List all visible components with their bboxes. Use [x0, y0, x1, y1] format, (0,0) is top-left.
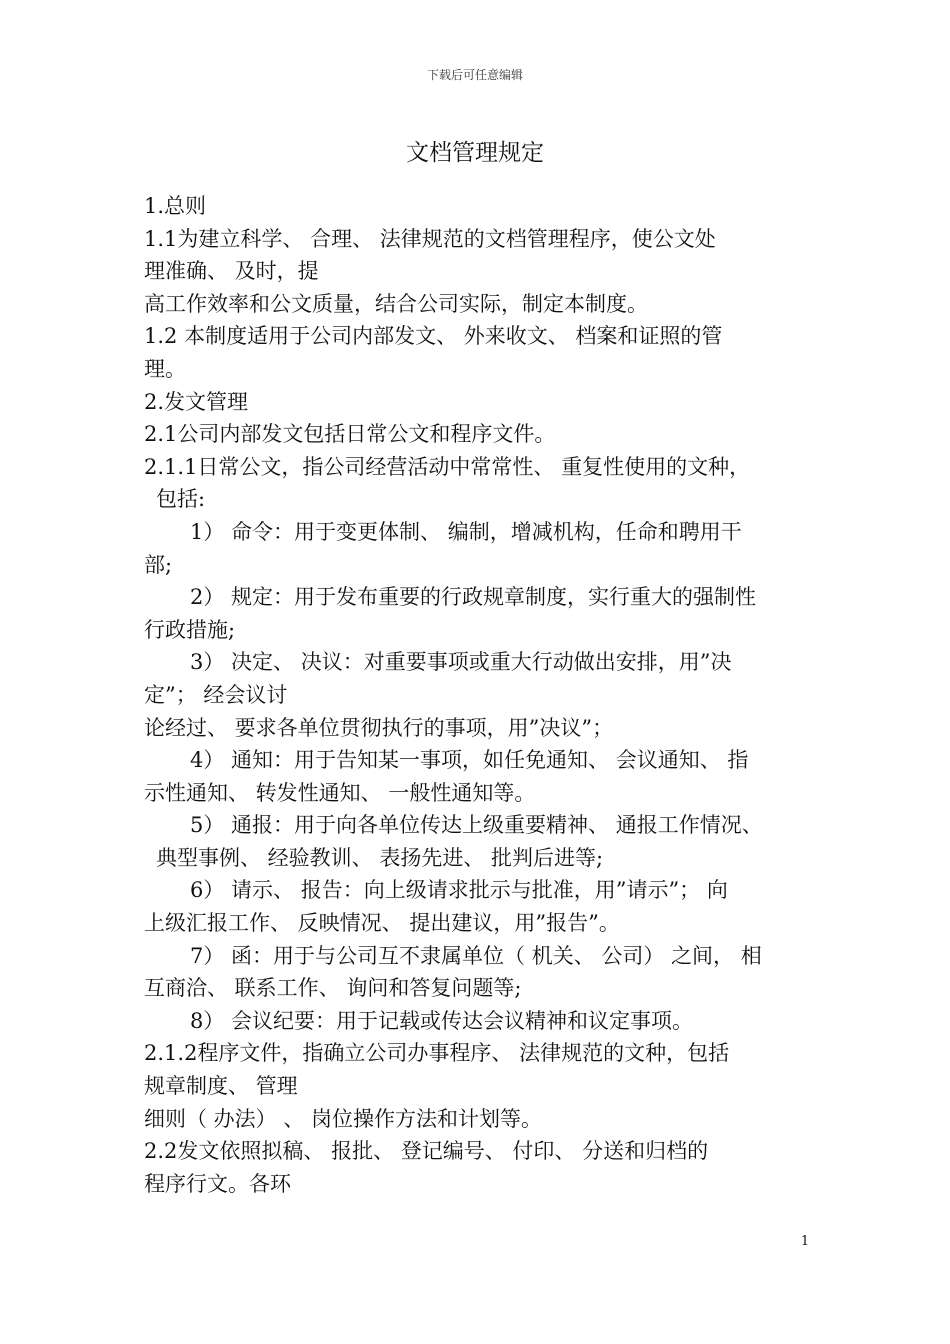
list-item-notice: 4） 通知：用于告知某一事项，如任免通知、 会议通知、 指	[190, 748, 749, 773]
paragraph-line: 2.2发文依照拟稿、 报批、 登记编号、 付印、 分送和归档的	[144, 1139, 709, 1164]
paragraph-line: 规章制度、 管理	[144, 1074, 298, 1099]
list-item-bulletin: 5） 通报：用于向各单位传达上级重要精神、 通报工作情况、	[190, 813, 763, 838]
paragraph-line: 2.1公司内部发文包括日常公文和程序文件。	[144, 422, 556, 447]
page-number: 1	[800, 1234, 810, 1249]
paragraph-line: 论经过、 要求各单位贯彻执行的事项，用”决议”；	[144, 715, 614, 740]
list-item-minutes: 8） 会议纪要：用于记载或传达会议精神和议定事项。	[190, 1008, 694, 1033]
document-body	[144, 190, 824, 1200]
paragraph-line: 上级汇报工作、 反映情况、 提出建议，用”报告”。	[144, 911, 620, 936]
paragraph-line: 理。	[144, 356, 186, 381]
section-heading-outgoing: 2.发文管理	[144, 389, 249, 414]
paragraph-line: 高工作效率和公文质量，结合公司实际，制定本制度。	[144, 291, 648, 316]
list-item-letter: 7） 函：用于与公司互不隶属单位（ 机关、 公司） 之间， 相	[190, 943, 762, 968]
paragraph-line: 2.1.1日常公文，指公司经营活动中常常性、 重复性使用的文种，	[144, 454, 751, 479]
paragraph-line: 包括:	[156, 487, 206, 512]
paragraph-line: 行政措施;	[144, 617, 236, 642]
header-note: 下载后可任意编辑	[426, 68, 523, 82]
paragraph-line: 典型事例、 经验教训、 表扬先进、 批判后进等;	[156, 845, 604, 870]
paragraph-line: 1.2 本制度适用于公司内部发文、 外来收文、 档案和证照的管	[144, 324, 723, 349]
paragraph-line: 定”； 经会议讨	[144, 682, 288, 707]
paragraph-line: 部;	[144, 552, 173, 577]
paragraph-line: 1.1为建立科学、 合理、 法律规范的文档管理程序，使公文处	[144, 226, 716, 251]
document-title: 文档管理规定	[406, 140, 544, 166]
list-item-regulation: 2） 规定：用于发布重要的行政规章制度，实行重大的强制性	[190, 585, 757, 610]
list-item-command: 1） 命令：用于变更体制、 编制，增减机构，任命和聘用干	[190, 519, 742, 544]
paragraph-line: 理准确、 及时，提	[144, 259, 319, 284]
list-item-decision: 3） 决定、 决议：对重要事项或重大行动做出安排，用”决	[190, 650, 732, 675]
paragraph-line: 2.1.2程序文件，指确立公司办事程序、 法律规范的文种，包括	[144, 1041, 730, 1066]
list-item-request-report: 6） 请示、 报告：向上级请求批示与批准，用”请示”； 向	[190, 878, 728, 903]
paragraph-line: 程序行文。各环	[144, 1171, 291, 1196]
paragraph-line: 互商洽、 联系工作、 询问和答复问题等;	[144, 976, 522, 1001]
paragraph-line: 示性通知、 转发性通知、 一般性通知等。	[144, 780, 536, 805]
paragraph-line: 细则（ 办法） 、 岗位操作方法和计划等。	[144, 1106, 543, 1131]
section-heading-general: 1.总则	[144, 194, 207, 218]
